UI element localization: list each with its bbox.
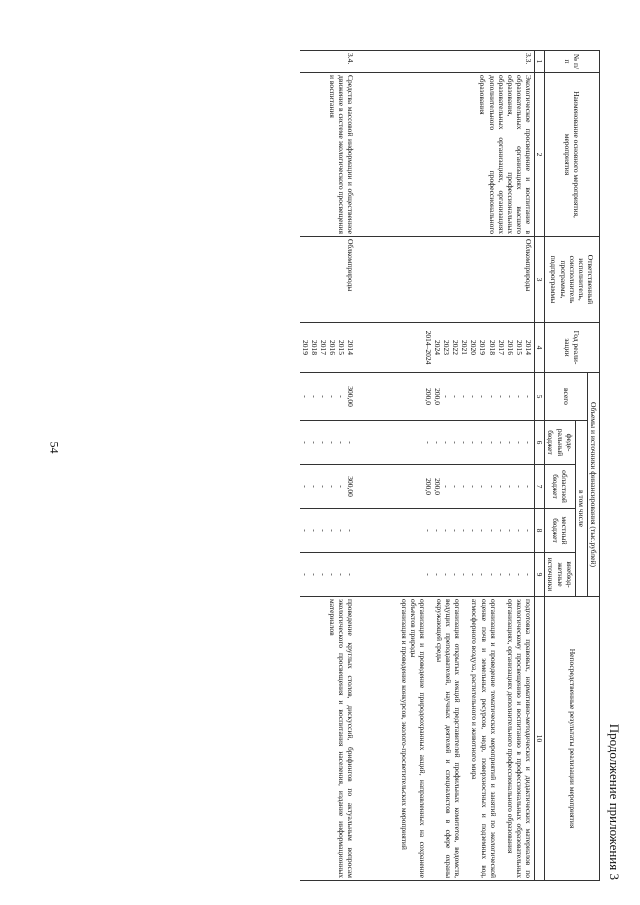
col-number: 9 [535,553,545,597]
cell-value: - [441,485,451,488]
header-results: Непосредственные результаты реализации мероприятия [545,597,600,881]
cell-value: 200,0 [432,388,442,405]
cell-value: 2022 [451,340,461,355]
result-item: организация открытых лекций представителей профильных комитетов, ведомств, ведущих преподавателей, научных деятелей и специалистов в сфере охраны окружающей среды [435,599,463,879]
cell-value: 2023 [441,340,451,355]
cell-value: - [309,573,319,576]
cell-value: - [478,529,488,532]
header-num: № п/п [545,51,600,73]
cell-value: - [441,441,451,444]
row-spacer [356,51,390,881]
cell-value: - [309,485,319,488]
cell-value: - [505,529,515,532]
row-total [300,373,357,421]
row-federal [300,421,357,465]
financing-table [300,50,600,881]
cell-value: - [346,573,356,576]
cell-value: 200,0 [423,388,433,405]
row-years [300,323,357,373]
row-federal [390,421,534,465]
cell-value: - [478,485,488,488]
row-name: Средства массовой информации и общественное движение в системе экологического просвещения и воспитания [300,73,357,237]
cell-value: - [487,485,497,488]
cell-value: - [300,573,310,576]
cell-value: - [505,573,515,576]
cell-value: - [460,529,470,532]
cell-value: - [496,441,506,444]
header-year: Год реали-зации [545,323,600,373]
row-num: 3.3. [390,51,534,73]
cell-value: 2024 [432,340,442,355]
cell-value: - [309,395,319,398]
cell-value: - [432,441,442,444]
row-local [300,509,357,553]
result-item: организация и проведение конкурсов, эколого-просветительских мероприятий [399,599,409,850]
row-responsible: Облкомприроды [300,237,357,323]
cell-value: - [328,485,338,488]
cell-value: - [319,573,329,576]
cell-value: - [451,485,461,488]
cell-value: 300,00 [346,476,356,497]
cell-value: - [300,529,310,532]
cell-value: - [328,441,338,444]
header-including: в том числе [575,421,587,597]
cell-value: - [451,529,461,532]
cell-value: 2020 [469,340,479,355]
col-number: 8 [535,509,545,553]
table-row [300,51,357,881]
col-number: 1 [535,51,545,73]
cell-value: - [487,395,497,398]
cell-value: - [337,485,347,488]
cell-value: - [337,529,347,532]
cell-value: - [515,573,525,576]
header-extra: внебюд-жетные источники [545,553,575,597]
cell-value: 2017 [319,340,329,355]
cell-value: - [460,573,470,576]
cell-value: 2018 [487,340,497,355]
cell-value: - [328,529,338,532]
cell-value: - [487,441,497,444]
header-name: Наименование основного мероприятия, мероприятия [545,73,600,237]
cell-value: - [460,395,470,398]
cell-value: - [460,441,470,444]
cell-value: - [524,573,534,576]
cell-value: - [451,395,461,398]
cell-value: - [319,485,329,488]
cell-value: 2014–2024 [423,330,433,365]
result-item: подготовка правовых, нормативно-методических и дидактических материалов по экологическому просвещению и воспитанию в профессиональных образовательных организациях, организациях дополнительного профессионального образования [505,599,534,879]
cell-value: - [496,395,506,398]
result-item: организация и проведение природоохранных акций, направленных на сохранение объектов природы [408,599,427,879]
cell-value: - [478,395,488,398]
cell-value: 2015 [337,340,347,355]
cell-value: - [469,529,479,532]
cell-value: - [423,573,433,576]
cell-value: - [441,395,451,398]
rotated-page [152,50,622,880]
row-years [390,323,534,373]
cell-value: - [319,441,329,444]
cell-value: - [469,441,479,444]
cell-value: - [328,573,338,576]
cell-value: 2019 [478,340,488,355]
cell-value: - [524,529,534,532]
cell-value: - [524,395,534,398]
cell-value: - [515,441,525,444]
cell-value: 200,0 [432,478,442,495]
cell-value: 2017 [496,340,506,355]
row-regional [300,465,357,509]
cell-value: - [487,529,497,532]
cell-value: 2015 [515,340,525,355]
cell-value: - [451,441,461,444]
result-item: проведение круглых столов, дискуссий, брифингов по актуальным вопросам экологического просвещения и воспитания населения, издание информационных материалов [328,599,356,879]
result-item: организация и проведение тематических мероприятий и занятий по экологической оценке почв и земельных ресурсов, недр, поверхностных и подземных вод, атмосферного воздуха, растительного и животного мира [470,599,498,879]
cell-value: 2019 [300,340,310,355]
cell-value: - [515,395,525,398]
cell-value: 2014 [524,340,534,355]
page-number: 54 [47,441,62,454]
col-number: 2 [535,73,545,237]
row-regional [390,465,534,509]
cell-value: - [300,395,310,398]
col-number: 6 [535,421,545,465]
cell-value: - [515,485,525,488]
cell-value: - [505,395,515,398]
cell-value: - [300,441,310,444]
row-name: Экологическое просвещение и воспитание в образовательных организациях высшего образования, профессиональных образовательных организациях, организациях дополнительного профессионального образования [390,73,534,237]
cell-value: - [515,529,525,532]
cell-value: - [478,441,488,444]
cell-value: - [469,485,479,488]
cell-value: - [524,441,534,444]
row-results [390,597,534,881]
cell-value: 2021 [460,340,470,355]
col-number: 5 [535,373,545,421]
cell-value: - [346,441,356,444]
cell-value: - [441,529,451,532]
cell-value: 300,00 [346,386,356,407]
cell-value: 2014 [346,340,356,355]
row-extra [390,553,534,597]
cell-value: - [469,395,479,398]
cell-value: - [337,573,347,576]
cell-value: - [505,485,515,488]
cell-value: - [423,441,433,444]
col-number: 10 [535,597,545,881]
header-federal: феде-ральный бюджет [545,421,575,465]
cell-value: - [319,529,329,532]
cell-value: - [460,485,470,488]
cell-value: - [441,573,451,576]
cell-value: - [487,573,497,576]
cell-value: - [319,395,329,398]
table-row [390,51,534,881]
cell-value: 2016 [505,340,515,355]
header-financing: Объемы и источники финансирования (тыс.рублей) [587,373,599,597]
row-responsible: Облкомприроды [390,237,534,323]
cell-value: - [505,441,515,444]
cell-value: - [432,573,442,576]
cell-value: - [496,529,506,532]
header-regional: областной бюджет [545,465,575,509]
row-results [300,597,357,881]
header-local: местный бюджет [545,509,575,553]
cell-value: - [337,441,347,444]
cell-value: - [300,485,310,488]
row-total [390,373,534,421]
cell-value: - [432,529,442,532]
cell-value: - [496,573,506,576]
appendix-title: Продолжение приложения 3 [607,723,622,880]
cell-value: 2016 [328,340,338,355]
col-number: 4 [535,323,545,373]
cell-value: - [469,573,479,576]
cell-value: - [309,441,319,444]
cell-value: - [309,529,319,532]
cell-value: - [328,395,338,398]
col-number: 3 [535,237,545,323]
cell-value: - [451,573,461,576]
cell-value: - [524,485,534,488]
cell-value: - [478,573,488,576]
header-responsible: Ответственный исполнитель, соисполнитель программы, подпрограммы [545,237,600,323]
cell-value: - [496,485,506,488]
header-total: всего [545,373,588,421]
row-local [390,509,534,553]
cell-value: 2018 [309,340,319,355]
row-extra [300,553,357,597]
cell-value: - [337,395,347,398]
row-num: 3.4. [300,51,357,73]
cell-value: - [423,529,433,532]
col-number: 7 [535,465,545,509]
cell-value: - [346,529,356,532]
cell-value: 200,0 [423,478,433,495]
